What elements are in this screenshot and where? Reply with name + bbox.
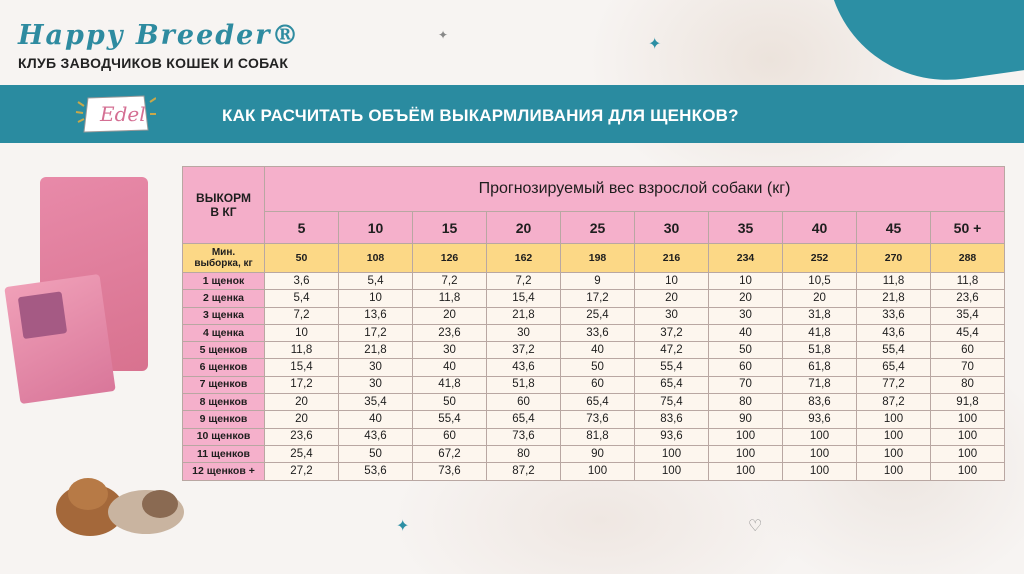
row-label: 6 щенков (183, 359, 265, 376)
corner-label: В КГ (210, 205, 237, 219)
table-cell: 10 (339, 290, 413, 307)
table-cell: 80 (709, 394, 783, 411)
table-cell: 30 (635, 307, 709, 324)
table-cell: 50 (709, 342, 783, 359)
table-cell: 40 (561, 342, 635, 359)
table-cell: 7,2 (265, 307, 339, 324)
table-cell: 81,8 (561, 428, 635, 445)
heart-icon: ♡ (748, 518, 763, 535)
table-cell: 80 (487, 445, 561, 462)
table-cell: 60 (561, 376, 635, 393)
brand-badge-text: Edel (100, 102, 146, 126)
table-cell: 65,4 (561, 394, 635, 411)
weight-header-cell: 10 (339, 212, 413, 244)
table-cell: 100 (931, 428, 1005, 445)
table-cell: 53,6 (339, 463, 413, 480)
row-label: 5 щенков (183, 342, 265, 359)
table-cell: 30 (413, 342, 487, 359)
table-cell: 40 (339, 411, 413, 428)
page-title: КАК РАСЧИТАТЬ ОБЪЁМ ВЫКАРМЛИВАНИЯ ДЛЯ ЩЕНКОВ? (222, 106, 739, 125)
table-cell: 91,8 (931, 394, 1005, 411)
table-cell: 51,8 (487, 376, 561, 393)
table-cell: 17,2 (339, 324, 413, 341)
row-label: 11 щенков (183, 445, 265, 462)
table-cell: 43,6 (857, 324, 931, 341)
table-cell: 35,4 (339, 394, 413, 411)
weight-header-cell: 15 (413, 212, 487, 244)
table-cell: 9 (561, 273, 635, 290)
table-cell: 100 (931, 411, 1005, 428)
weight-header-cell: 50 + (931, 212, 1005, 244)
table-cell: 50 (561, 359, 635, 376)
table-cell: 100 (783, 445, 857, 462)
min-value-cell: 50 (265, 244, 339, 273)
table-cell: 17,2 (265, 376, 339, 393)
table-cell: 65,4 (635, 376, 709, 393)
table-cell: 100 (709, 428, 783, 445)
table-cell: 100 (931, 445, 1005, 462)
table-cell: 51,8 (783, 342, 857, 359)
table-row (183, 324, 1005, 341)
table-cell: 20 (265, 394, 339, 411)
table-cell: 47,2 (635, 342, 709, 359)
table-cell: 11,8 (413, 290, 487, 307)
table-cell: 27,2 (265, 463, 339, 480)
table-cell: 7,2 (487, 273, 561, 290)
table-cell: 10 (709, 273, 783, 290)
table-row (183, 273, 1005, 290)
table-row (183, 290, 1005, 307)
table-cell: 83,6 (635, 411, 709, 428)
table-cell: 71,8 (783, 376, 857, 393)
table-cell: 70 (931, 359, 1005, 376)
row-label: Мин. выборка, кг (183, 244, 265, 273)
table-cell: 100 (783, 428, 857, 445)
row-label: 4 щенка (183, 324, 265, 341)
table-cell: 7,2 (413, 273, 487, 290)
table-cell: 100 (783, 463, 857, 480)
table-row (183, 359, 1005, 376)
table-cell: 30 (709, 307, 783, 324)
sparkle-icon: ✦ (438, 28, 449, 42)
weight-header-cell: 20 (487, 212, 561, 244)
table-cell: 67,2 (413, 445, 487, 462)
puppies-image (48, 468, 193, 540)
logo-title: Happy Breeder® (18, 20, 301, 51)
table-cell: 100 (709, 445, 783, 462)
corner-label: ВЫКОРМ (196, 191, 251, 205)
min-value-cell: 126 (413, 244, 487, 273)
table-cell: 37,2 (635, 324, 709, 341)
table-cell: 65,4 (857, 359, 931, 376)
min-value-cell: 234 (709, 244, 783, 273)
table-cell: 21,8 (487, 307, 561, 324)
min-value-cell: 252 (783, 244, 857, 273)
table-cell: 100 (857, 445, 931, 462)
table-cell: 33,6 (857, 307, 931, 324)
min-value-cell: 216 (635, 244, 709, 273)
table-cell: 20 (709, 290, 783, 307)
table-cell: 100 (857, 463, 931, 480)
table-row (183, 376, 1005, 393)
table-cell: 100 (709, 463, 783, 480)
table-cell: 20 (635, 290, 709, 307)
table-cell: 23,6 (931, 290, 1005, 307)
table-cell: 100 (635, 445, 709, 462)
table-cell: 60 (487, 394, 561, 411)
row-label: 12 щенков + (183, 463, 265, 480)
weight-header-cell: 40 (783, 212, 857, 244)
min-value-cell: 162 (487, 244, 561, 273)
row-label: 1 щенок (183, 273, 265, 290)
sparkle-icon: ✦ (648, 36, 662, 53)
table-cell: 11,8 (931, 273, 1005, 290)
table-cell: 73,6 (561, 411, 635, 428)
table-cell: 11,8 (857, 273, 931, 290)
table-cell: 13,6 (339, 307, 413, 324)
table-cell: 15,4 (265, 359, 339, 376)
feeding-table (182, 166, 1005, 481)
table-cell: 75,4 (635, 394, 709, 411)
edel-badge (74, 92, 156, 136)
table-cell: 60 (931, 342, 1005, 359)
table-cell: 40 (709, 324, 783, 341)
table-cell: 30 (487, 324, 561, 341)
table-cell: 23,6 (265, 428, 339, 445)
table-cell: 43,6 (487, 359, 561, 376)
table-cell: 60 (709, 359, 783, 376)
logo (18, 20, 301, 71)
table-cell: 73,6 (413, 463, 487, 480)
logo-subtitle: КЛУБ ЗАВОДЧИКОВ КОШЕК И СОБАК (18, 55, 289, 71)
row-label: 3 щенка (183, 307, 265, 324)
table-cell: 100 (857, 411, 931, 428)
table-cell: 20 (783, 290, 857, 307)
table-cell: 33,6 (561, 324, 635, 341)
table-cell: 55,4 (635, 359, 709, 376)
table-cell: 25,4 (561, 307, 635, 324)
min-value-cell: 198 (561, 244, 635, 273)
table-cell: 10 (635, 273, 709, 290)
table-cell: 11,8 (265, 342, 339, 359)
table-row (183, 307, 1005, 324)
weight-header-cell: 5 (265, 212, 339, 244)
min-row (183, 244, 1005, 273)
table-cell: 17,2 (561, 290, 635, 307)
table-cell: 87,2 (487, 463, 561, 480)
table-cell: 5,4 (339, 273, 413, 290)
table-cell: 100 (857, 428, 931, 445)
row-label: 10 щенков (183, 428, 265, 445)
table-cell: 41,8 (413, 376, 487, 393)
table-cell: 31,8 (783, 307, 857, 324)
table-cell: 40 (413, 359, 487, 376)
weight-header-cell: 45 (857, 212, 931, 244)
table-cell: 23,6 (413, 324, 487, 341)
table-cell: 10,5 (783, 273, 857, 290)
table-cell: 20 (265, 411, 339, 428)
table-cell: 15,4 (487, 290, 561, 307)
table-row (183, 428, 1005, 445)
table-cell: 21,8 (339, 342, 413, 359)
min-value-cell: 270 (857, 244, 931, 273)
weight-header-row (183, 212, 1005, 244)
weight-header-cell: 30 (635, 212, 709, 244)
table-cell: 30 (339, 359, 413, 376)
table-cell: 70 (709, 376, 783, 393)
table-cell: 30 (339, 376, 413, 393)
table-cell: 20 (413, 307, 487, 324)
row-label: 2 щенка (183, 290, 265, 307)
table-row (183, 342, 1005, 359)
row-label: 7 щенков (183, 376, 265, 393)
table-cell: 25,4 (265, 445, 339, 462)
weight-header-cell: 35 (709, 212, 783, 244)
table-cell: 55,4 (857, 342, 931, 359)
table-cell: 100 (635, 463, 709, 480)
table-cell: 3,6 (265, 273, 339, 290)
table-cell: 77,2 (857, 376, 931, 393)
table-cell: 65,4 (487, 411, 561, 428)
table-cell: 73,6 (487, 428, 561, 445)
table-cell: 41,8 (783, 324, 857, 341)
sparkle-icon: ✦ (396, 518, 410, 535)
table-cell: 21,8 (857, 290, 931, 307)
table-cell: 93,6 (635, 428, 709, 445)
table-cell: 55,4 (413, 411, 487, 428)
min-value-cell: 288 (931, 244, 1005, 273)
row-label: 9 щенков (183, 411, 265, 428)
table-row (183, 445, 1005, 462)
table-cell: 100 (561, 463, 635, 480)
table-cell: 93,6 (783, 411, 857, 428)
table-cell: 90 (561, 445, 635, 462)
corner-header (183, 167, 265, 244)
table-cell: 83,6 (783, 394, 857, 411)
table-cell: 80 (931, 376, 1005, 393)
table-row (183, 411, 1005, 428)
food-package-image (4, 274, 115, 404)
table-cell: 87,2 (857, 394, 931, 411)
table-cell: 50 (339, 445, 413, 462)
table-cell: 35,4 (931, 307, 1005, 324)
table-cell: 90 (709, 411, 783, 428)
table-cell: 61,8 (783, 359, 857, 376)
table-cell: 10 (265, 324, 339, 341)
table-cell: 100 (931, 463, 1005, 480)
row-label: 8 щенков (183, 394, 265, 411)
weight-header-cell: 25 (561, 212, 635, 244)
table-cell: 5,4 (265, 290, 339, 307)
table-row (183, 463, 1005, 480)
table-header: Прогнозируемый вес взрослой собаки (кг) (265, 167, 1005, 212)
table-cell: 45,4 (931, 324, 1005, 341)
table-cell: 60 (413, 428, 487, 445)
table-row (183, 394, 1005, 411)
table-cell: 43,6 (339, 428, 413, 445)
table-cell: 37,2 (487, 342, 561, 359)
table-cell: 50 (413, 394, 487, 411)
min-value-cell: 108 (339, 244, 413, 273)
